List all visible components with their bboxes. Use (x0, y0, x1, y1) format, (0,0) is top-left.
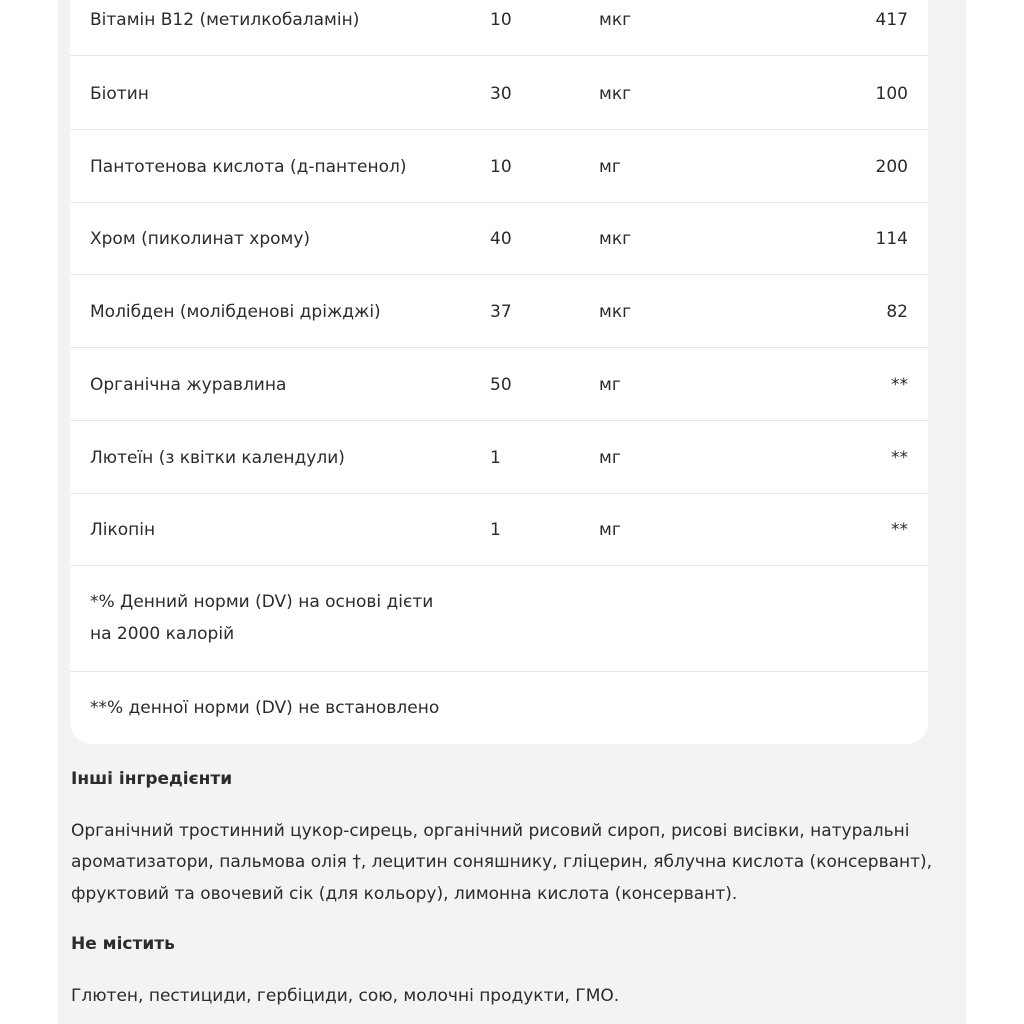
table-row (70, 349, 928, 421)
nutrient-name: Біотин (90, 83, 149, 104)
nutrient-unit: мкг (599, 301, 632, 322)
nutrition-table (70, 0, 928, 744)
nutrient-amount: 10 (490, 9, 512, 30)
free-from-heading: Не містить (71, 934, 175, 954)
nutrient-unit: мг (599, 519, 621, 540)
nutrient-dv: ** (891, 519, 908, 540)
nutrient-unit: мг (599, 447, 621, 468)
nutrient-dv: 100 (875, 83, 908, 104)
other-ingredients-line2: ароматизатори, пальмова олія †, лецитин соняшнику, гліцерин, яблучна кислота (консервант), (71, 852, 933, 872)
nutrient-amount: 1 (490, 447, 501, 468)
nutrient-name: Хром (пиколинат хрому) (90, 228, 311, 249)
nutrient-name: Пантотенова кислота (д-пантенол) (90, 156, 407, 177)
table-row (70, 58, 928, 130)
nutrient-unit: мг (599, 156, 621, 177)
nutrient-name: Молібден (молібденові дріжджі) (90, 301, 381, 322)
other-ingredients-line1: Органічний тростинний цукор-сирець, органічний рисовий сироп, рисові висівки, натуральні (71, 821, 910, 841)
nutrient-name: Органічна журавлина (90, 374, 287, 395)
table-row (70, 203, 928, 275)
other-ingredients-line3: фруктовий та овочевий сік (для кольору), лимонна кислота (консервант). (71, 884, 738, 904)
nutrient-name: Вітамін B12 (метилкобаламін) (90, 9, 360, 30)
table-row (70, 131, 928, 203)
dv-basis-line1: *% Денний норми (DV) на основі дієти (90, 592, 434, 612)
nutrient-amount: 50 (490, 374, 512, 395)
nutrient-amount: 37 (490, 301, 512, 322)
nutrient-dv: 200 (875, 156, 908, 177)
dv-basis-line2: на 2000 калорій (90, 624, 235, 644)
nutrient-unit: мкг (599, 228, 632, 249)
dv-basis-footnote (70, 567, 928, 672)
nutrient-unit: мкг (599, 83, 632, 104)
nutrient-dv: ** (891, 447, 908, 468)
table-row (70, 422, 928, 494)
nutrient-unit: мг (599, 374, 621, 395)
table-row (70, 494, 928, 566)
free-from-text: Глютен, пестициди, гербіциди, сою, молочні продукти, ГМО. (71, 986, 620, 1006)
dv-not-established-footnote (70, 672, 928, 744)
nutrient-dv: 114 (875, 228, 908, 249)
nutrient-amount: 30 (490, 83, 512, 104)
table-row (70, 0, 928, 56)
nutrient-name: Лікопін (90, 519, 156, 540)
nutrient-dv: 82 (886, 301, 908, 322)
nutrient-amount: 40 (490, 228, 512, 249)
nutrient-unit: мкг (599, 9, 632, 30)
nutrient-name: Лютеїн (з квітки календули) (90, 447, 345, 468)
nutrient-dv: 417 (875, 9, 908, 30)
table-row (70, 276, 928, 348)
nutrient-amount: 1 (490, 519, 501, 540)
nutrient-dv: ** (891, 374, 908, 395)
nutrient-amount: 10 (490, 156, 512, 177)
dv-not-established-text: **% денної норми (DV) не встановлено (90, 698, 440, 718)
other-ingredients-heading: Інші інгредієнти (71, 769, 233, 789)
